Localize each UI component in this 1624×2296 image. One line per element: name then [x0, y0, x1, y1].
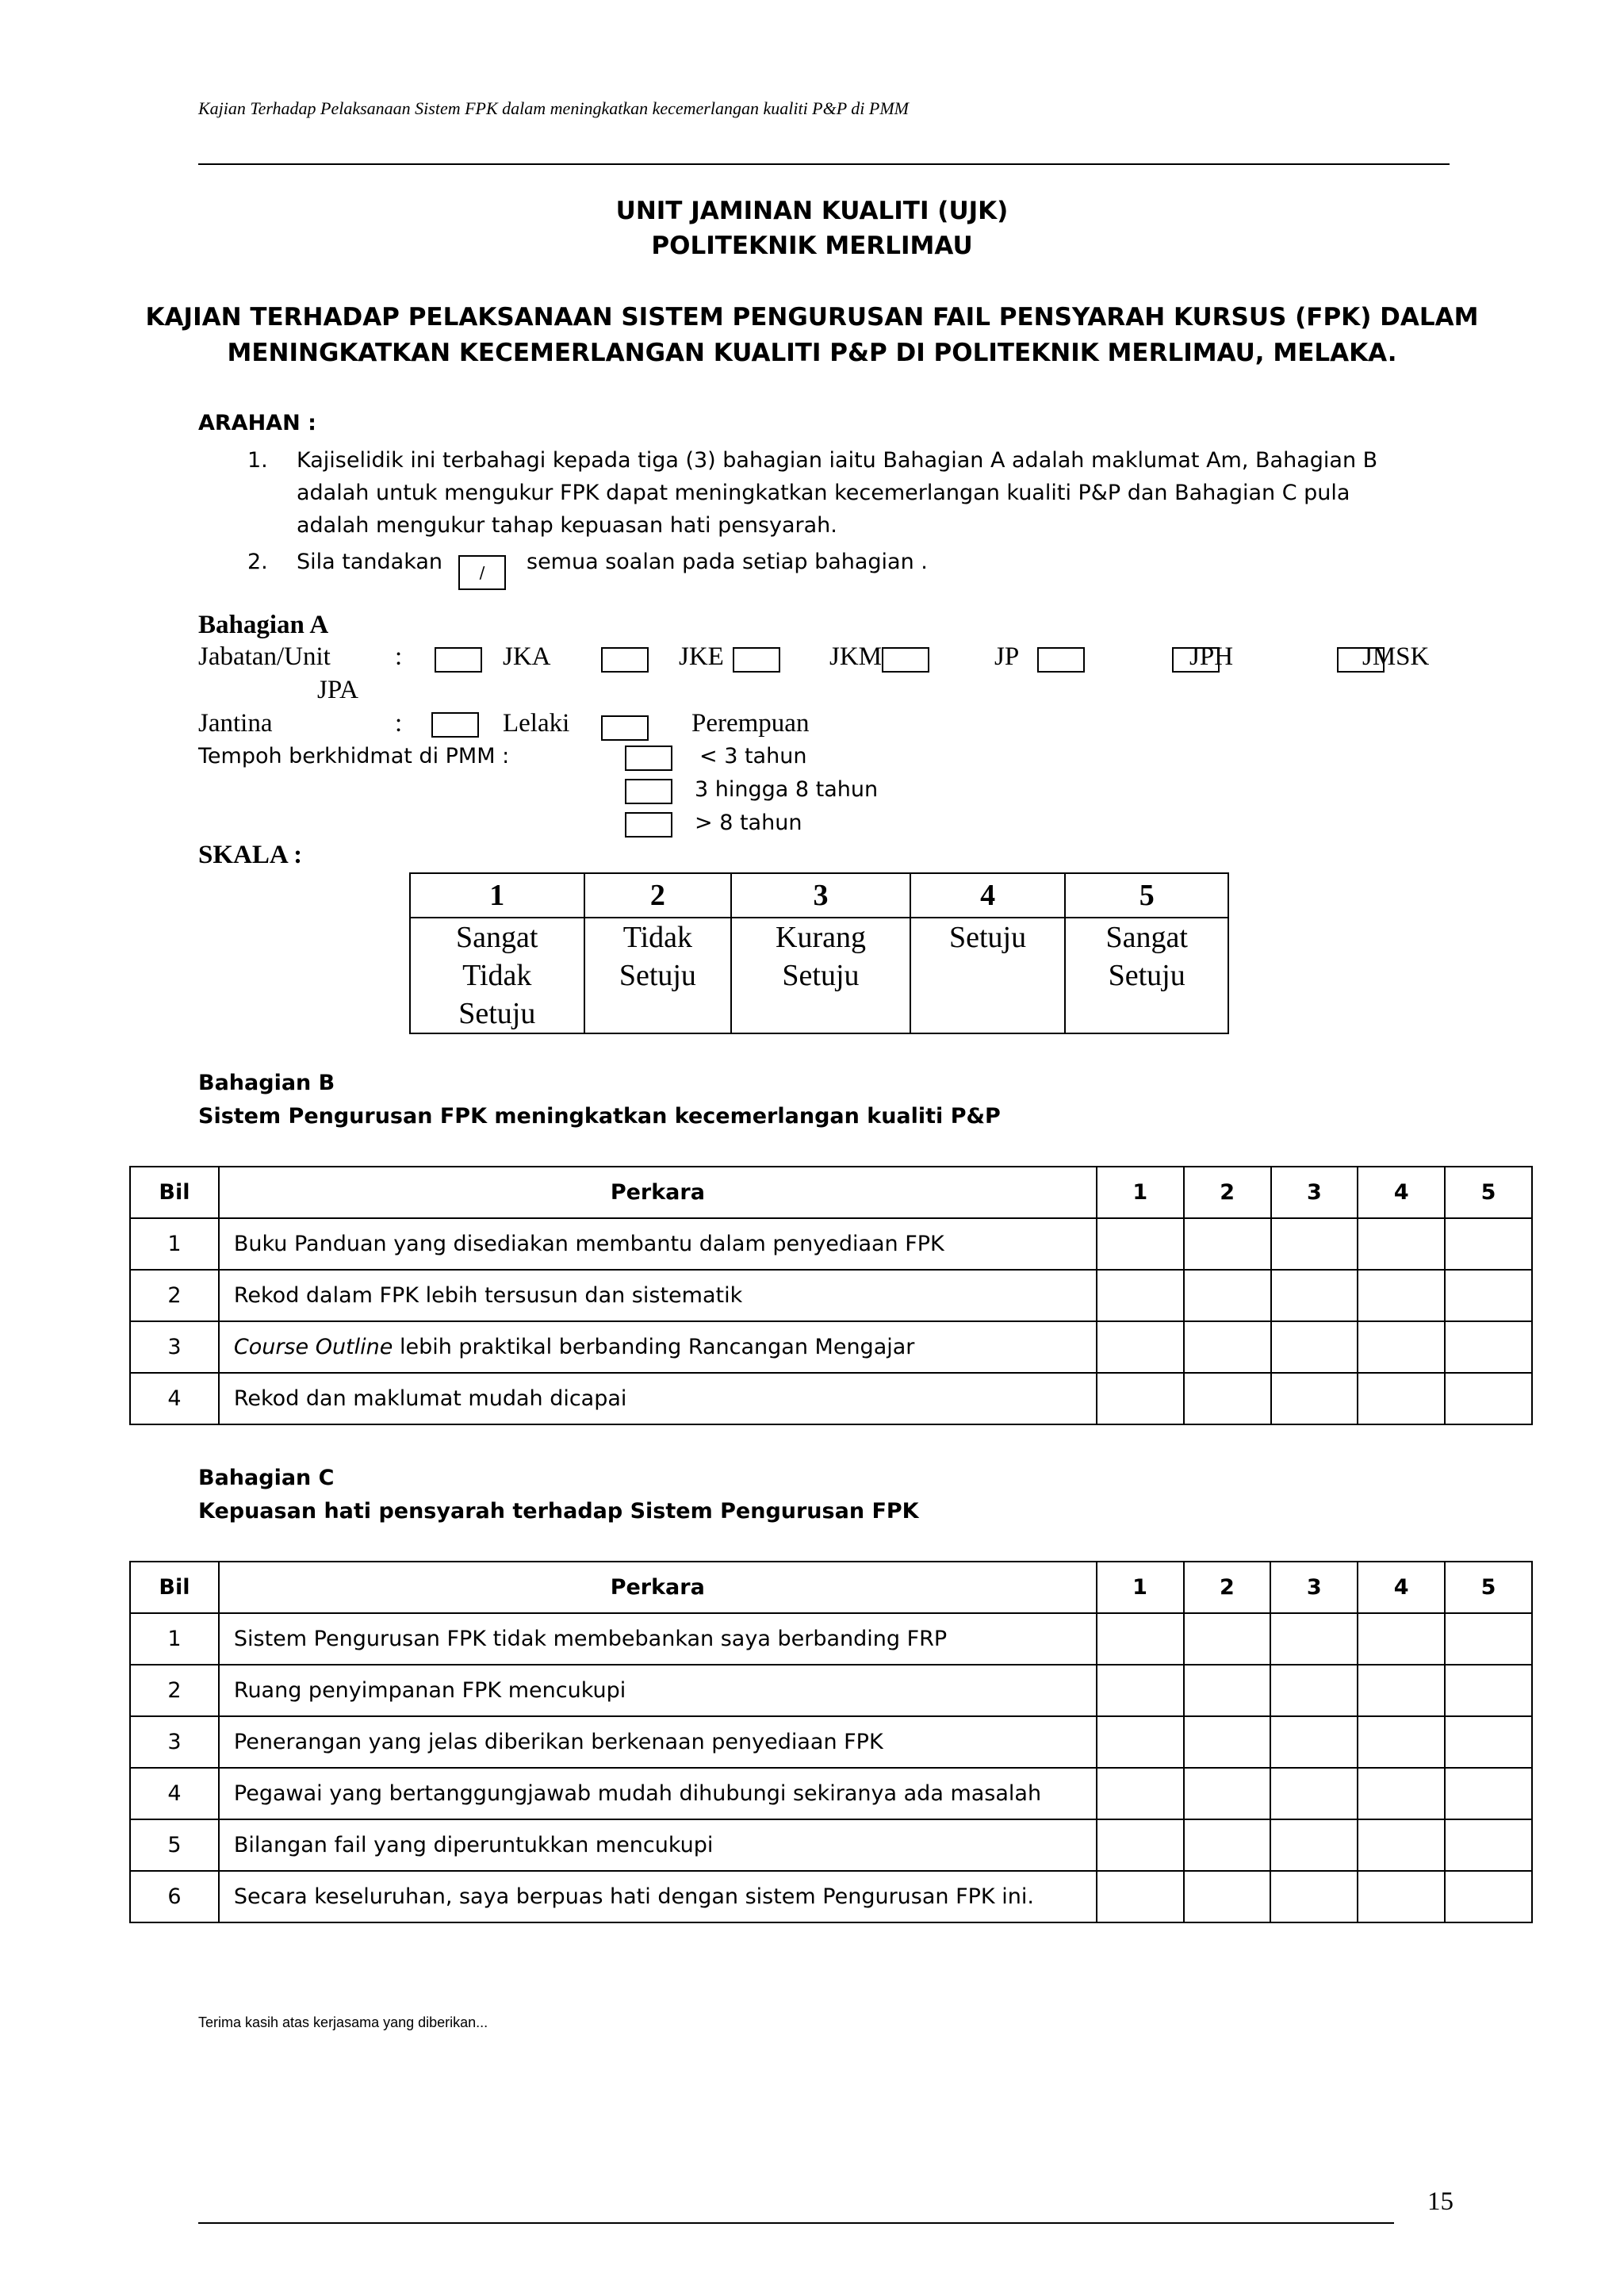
row-number: 1	[130, 1218, 219, 1270]
rating-cell[interactable]	[1271, 1321, 1358, 1373]
row-number: 5	[130, 1819, 219, 1871]
rating-cell[interactable]	[1445, 1218, 1532, 1270]
rating-cell[interactable]	[1097, 1613, 1184, 1665]
rating-cell[interactable]	[1270, 1819, 1358, 1871]
dept-colon: :	[395, 642, 403, 671]
rating-cell[interactable]	[1445, 1665, 1532, 1716]
gender-colon: :	[395, 709, 403, 738]
column-header: 4	[1358, 1562, 1445, 1613]
scale-table	[409, 872, 1229, 1034]
row-statement: Penerangan yang jelas diberikan berkenaan penyediaan FPK	[219, 1716, 1097, 1768]
dept-checkbox-jp[interactable]	[882, 647, 929, 673]
rating-cell[interactable]	[1445, 1321, 1532, 1373]
gender-label: Jantina	[198, 709, 273, 738]
dept-option-jkm: JKM	[829, 642, 883, 671]
row-statement: Rekod dan maklumat mudah dicapai	[219, 1373, 1097, 1424]
dept-option-jmsk: JMSK	[1362, 642, 1430, 671]
page-number: 15	[1427, 2187, 1454, 2216]
row-number: 1	[130, 1613, 219, 1665]
column-header: 2	[1184, 1562, 1271, 1613]
rating-cell[interactable]	[1358, 1871, 1445, 1922]
thanks-note: Terima kasih atas kerjasama yang diberikan...	[198, 2014, 488, 2030]
column-header: Bil	[130, 1562, 219, 1613]
scale-label-2: Tidak Setuju	[584, 918, 732, 1033]
row-statement: Course Outline lebih praktikal berbanding Rancangan Mengajar	[219, 1321, 1097, 1373]
table-row	[130, 1218, 1532, 1270]
column-header: 4	[1358, 1167, 1445, 1218]
rating-cell[interactable]	[1097, 1665, 1184, 1716]
rating-cell[interactable]	[1097, 1716, 1184, 1768]
rating-cell[interactable]	[1358, 1665, 1445, 1716]
rating-cell[interactable]	[1270, 1768, 1358, 1819]
rating-cell[interactable]	[1097, 1270, 1184, 1321]
rating-cell[interactable]	[1184, 1768, 1271, 1819]
scale-number: 1	[410, 873, 584, 918]
rating-cell[interactable]	[1184, 1321, 1271, 1373]
dept-checkbox-jph[interactable]	[1037, 647, 1085, 673]
dept-option-jka: JKA	[503, 642, 551, 671]
row-statement: Buku Panduan yang disediakan membantu dalam penyediaan FPK	[219, 1218, 1097, 1270]
tenure-label: Tempoh berkhidmat di PMM :	[198, 744, 510, 769]
table-row	[130, 1871, 1532, 1922]
dept-option-jp: JP	[994, 642, 1020, 671]
rating-cell[interactable]	[1097, 1321, 1184, 1373]
rating-cell[interactable]	[1270, 1665, 1358, 1716]
tenure-checkbox-3[interactable]	[625, 812, 672, 838]
rating-cell[interactable]	[1358, 1270, 1445, 1321]
unit-title: UNIT JAMINAN KUALITI (UJK)	[615, 197, 1009, 225]
scale-number: 3	[731, 873, 910, 918]
study-title-line1: KAJIAN TERHADAP PELAKSANAAN SISTEM PENGURUSAN FAIL PENSYARAH KURSUS (FPK) DALAM	[145, 303, 1479, 332]
instruction-2-number: 2.	[247, 550, 268, 574]
rating-cell[interactable]	[1097, 1768, 1184, 1819]
table-row	[130, 1373, 1532, 1424]
institution-title: POLITEKNIK MERLIMAU	[651, 232, 973, 260]
scale-number: 4	[910, 873, 1066, 918]
rating-cell[interactable]	[1358, 1819, 1445, 1871]
rating-cell[interactable]	[1445, 1270, 1532, 1321]
rating-cell[interactable]	[1184, 1613, 1271, 1665]
dept-checkbox-jmsk[interactable]	[1172, 647, 1220, 673]
dept-label: Jabatan/Unit	[198, 642, 331, 671]
row-number: 2	[130, 1665, 219, 1716]
rating-cell[interactable]	[1097, 1819, 1184, 1871]
gender-option-lelaki: Lelaki	[503, 709, 570, 738]
rating-cell[interactable]	[1184, 1871, 1271, 1922]
scale-label-5: Sangat Setuju	[1065, 918, 1228, 1033]
dept-checkbox-jkm[interactable]	[733, 647, 780, 673]
section-c-table	[129, 1561, 1533, 1923]
dept-option-jpa: JPA	[317, 676, 358, 704]
table-header-row	[130, 1167, 1532, 1218]
rating-cell[interactable]	[1445, 1373, 1532, 1424]
row-number: 6	[130, 1871, 219, 1922]
row-statement: Pegawai yang bertanggungjawab mudah dihubungi sekiranya ada masalah	[219, 1768, 1097, 1819]
gender-checkbox-perempuan[interactable]	[601, 715, 649, 741]
rating-cell[interactable]	[1184, 1665, 1271, 1716]
dept-option-jke: JKE	[679, 642, 724, 671]
rating-cell[interactable]	[1270, 1871, 1358, 1922]
rating-cell[interactable]	[1097, 1218, 1184, 1270]
instruction-2-after: semua soalan pada setiap bahagian .	[527, 550, 928, 574]
rating-cell[interactable]	[1184, 1270, 1271, 1321]
column-header: Perkara	[219, 1562, 1097, 1613]
table-row	[130, 1321, 1532, 1373]
rating-cell[interactable]	[1358, 1768, 1445, 1819]
table-row	[130, 1716, 1532, 1768]
column-header: 1	[1097, 1167, 1184, 1218]
section-b-subtitle: Sistem Pengurusan FPK meningkatkan kecemerlangan kualiti P&P	[198, 1104, 1001, 1129]
column-header: 3	[1270, 1562, 1358, 1613]
rating-cell[interactable]	[1445, 1819, 1532, 1871]
section-b-table	[129, 1166, 1533, 1425]
row-number: 3	[130, 1716, 219, 1768]
rating-cell[interactable]	[1184, 1819, 1271, 1871]
tenure-option-3: > 8 tahun	[695, 811, 802, 835]
scale-heading: SKALA :	[198, 841, 303, 869]
tenure-checkbox-2[interactable]	[625, 779, 672, 804]
rating-cell[interactable]	[1445, 1871, 1532, 1922]
rating-cell[interactable]	[1358, 1321, 1445, 1373]
table-row	[130, 1665, 1532, 1716]
scale-label-1: Sangat Tidak Setuju	[410, 918, 584, 1033]
rating-cell[interactable]	[1358, 1716, 1445, 1768]
instruction-1-number: 1.	[247, 448, 268, 473]
table-row	[130, 1270, 1532, 1321]
column-header: 5	[1445, 1562, 1532, 1613]
section-c-subtitle: Kepuasan hati pensyarah terhadap Sistem Pengurusan FPK	[198, 1499, 919, 1524]
row-statement: Sistem Pengurusan FPK tidak membebankan saya berbanding FRP	[219, 1613, 1097, 1665]
rating-cell[interactable]	[1445, 1716, 1532, 1768]
rating-cell[interactable]	[1358, 1373, 1445, 1424]
tenure-option-2: 3 hingga 8 tahun	[695, 777, 879, 802]
table-header-row	[130, 1562, 1532, 1613]
tenure-checkbox-1[interactable]	[625, 746, 672, 771]
rating-cell[interactable]	[1271, 1270, 1358, 1321]
row-number: 3	[130, 1321, 219, 1373]
column-header: 5	[1445, 1167, 1532, 1218]
column-header: 1	[1097, 1562, 1184, 1613]
row-number: 2	[130, 1270, 219, 1321]
rating-cell[interactable]	[1445, 1768, 1532, 1819]
table-row	[130, 1613, 1532, 1665]
study-title-line2: MENINGKATKAN KECEMERLANGAN KUALITI P&P DI POLITEKNIK MERLIMAU, MELAKA.	[227, 339, 1397, 367]
dept-checkbox-jpa[interactable]	[1337, 647, 1385, 673]
rating-cell[interactable]	[1097, 1871, 1184, 1922]
scale-number: 2	[584, 873, 732, 918]
column-header: 2	[1184, 1167, 1271, 1218]
dept-option-jph: JPH	[1189, 642, 1234, 671]
scale-label-3: Kurang Setuju	[731, 918, 910, 1033]
italic-term: Course Outline	[233, 1335, 393, 1359]
row-number: 4	[130, 1373, 219, 1424]
row-statement: Secara keseluruhan, saya berpuas hati dengan sistem Pengurusan FPK ini.	[219, 1871, 1097, 1922]
rating-cell[interactable]	[1097, 1373, 1184, 1424]
rating-cell[interactable]	[1358, 1613, 1445, 1665]
rating-cell[interactable]	[1270, 1716, 1358, 1768]
table-row	[130, 1768, 1532, 1819]
instructions-heading: ARAHAN :	[198, 411, 316, 435]
row-statement: Ruang penyimpanan FPK mencukupi	[219, 1665, 1097, 1716]
row-statement: Bilangan fail yang diperuntukkan mencukupi	[219, 1819, 1097, 1871]
gender-option-perempuan: Perempuan	[691, 709, 810, 738]
gender-checkbox-lelaki[interactable]	[431, 712, 479, 738]
instruction-2-before: Sila tandakan	[297, 550, 443, 574]
rating-cell[interactable]	[1445, 1613, 1532, 1665]
header-rule	[198, 163, 1450, 165]
row-number: 4	[130, 1768, 219, 1819]
rating-cell[interactable]	[1358, 1218, 1445, 1270]
tick-example-box: /	[458, 555, 506, 590]
scale-number: 5	[1065, 873, 1228, 918]
column-header: Perkara	[219, 1167, 1097, 1218]
table-row	[130, 1819, 1532, 1871]
section-b-heading: Bahagian B	[198, 1071, 335, 1095]
scale-label-4: Setuju	[910, 918, 1066, 1033]
footer-rule	[198, 2222, 1394, 2224]
rating-cell[interactable]	[1271, 1373, 1358, 1424]
rating-cell[interactable]	[1184, 1218, 1271, 1270]
row-statement: Rekod dalam FPK lebih tersusun dan sistematik	[219, 1270, 1097, 1321]
rating-cell[interactable]	[1184, 1716, 1271, 1768]
section-a-heading: Bahagian A	[198, 611, 329, 639]
rating-cell[interactable]	[1184, 1373, 1271, 1424]
dept-checkbox-jke[interactable]	[601, 647, 649, 673]
column-header: 3	[1271, 1167, 1358, 1218]
section-c-heading: Bahagian C	[198, 1466, 335, 1490]
rating-cell[interactable]	[1270, 1613, 1358, 1665]
column-header: Bil	[130, 1167, 219, 1218]
running-header: Kajian Terhadap Pelaksanaan Sistem FPK dalam meningkatkan kecemerlangan kualiti P&P di PMM	[198, 98, 909, 118]
dept-checkbox-jka[interactable]	[435, 647, 482, 673]
rating-cell[interactable]	[1271, 1218, 1358, 1270]
instruction-1-text: Kajiselidik ini terbahagi kepada tiga (3) bahagian iaitu Bahagian A adalah maklumat Am, Bahagian B adalah untuk mengukur FPK dapat meningkatkan kecemerlangan kualiti P&P dan Bahagian C pula adalah mengukur tahap kepuasan hati pensyarah.	[297, 448, 1378, 538]
tenure-option-1: < 3 tahun	[699, 744, 807, 769]
